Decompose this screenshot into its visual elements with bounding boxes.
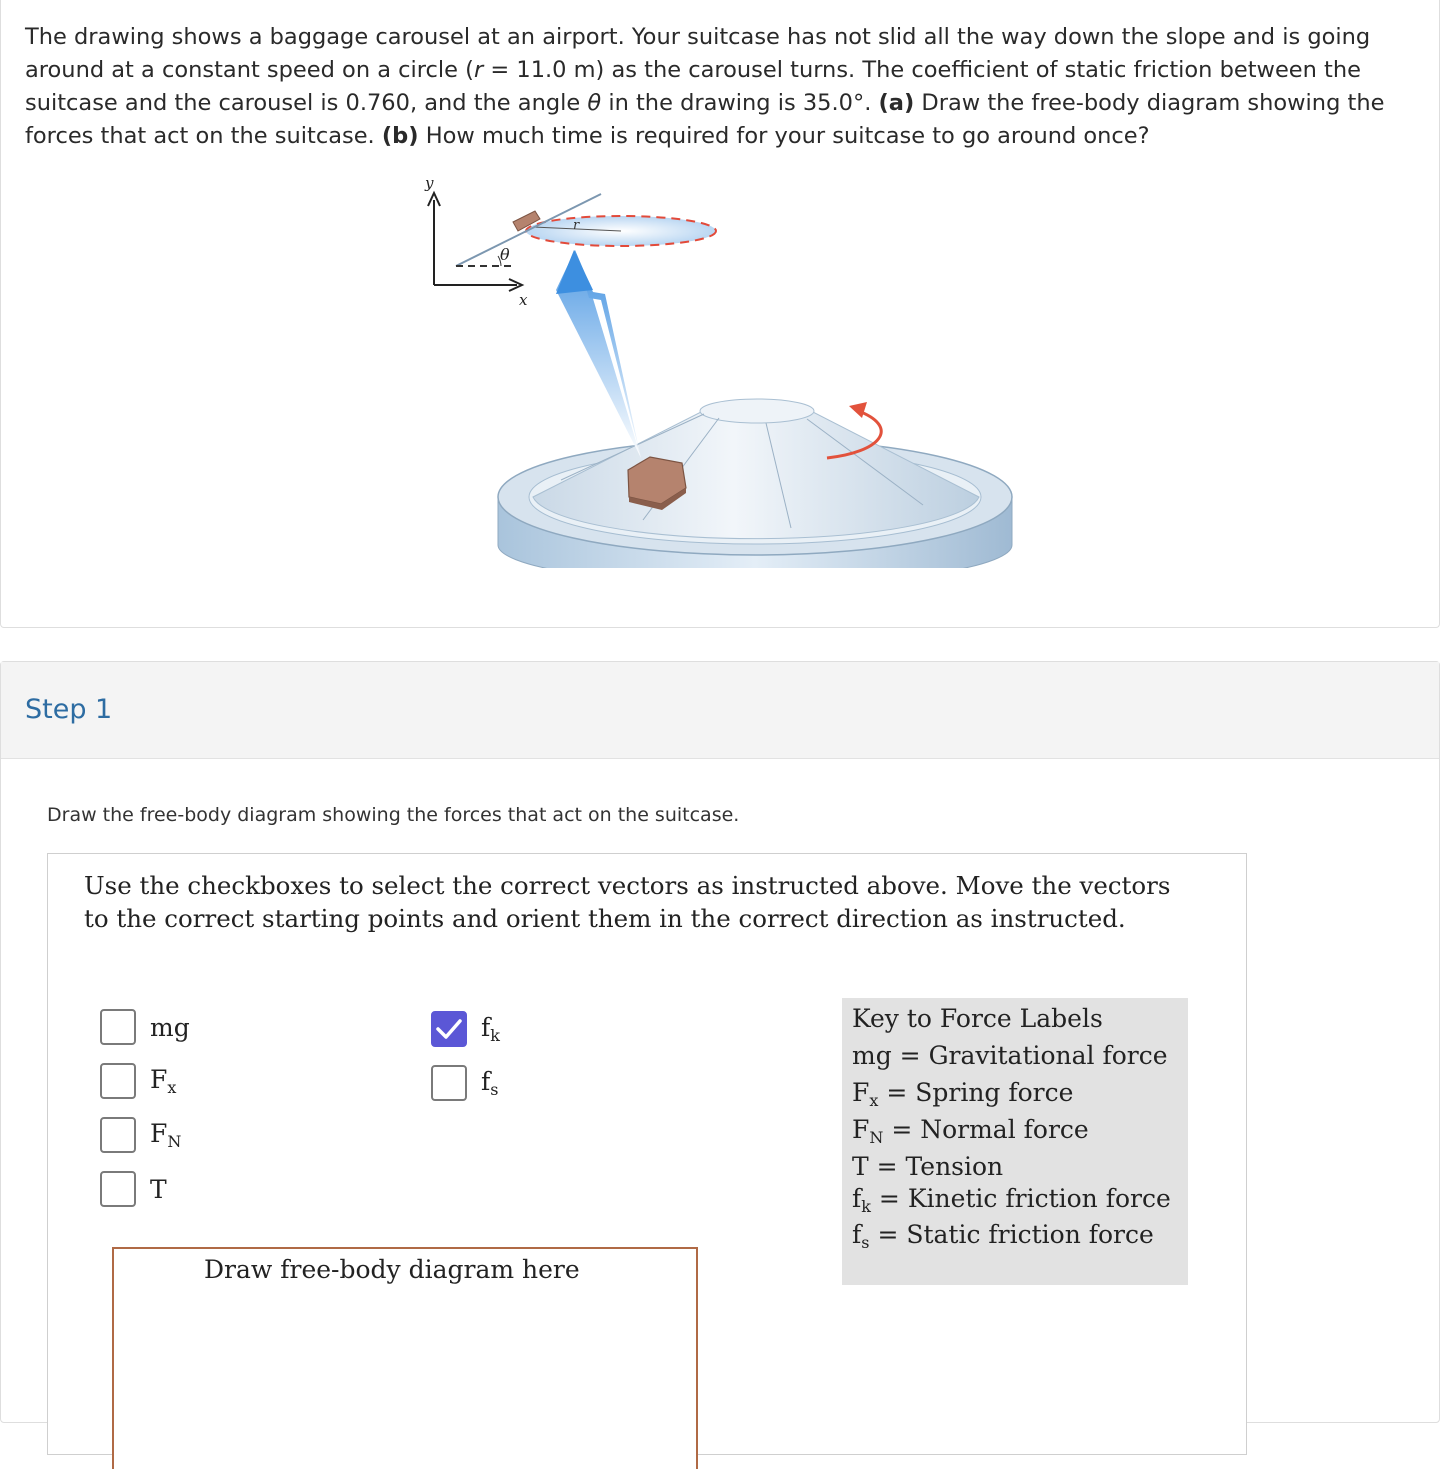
vector-option-fn[interactable]	[100, 1117, 181, 1153]
x-axis-label: x	[519, 291, 528, 309]
checkbox-fk[interactable]	[431, 1011, 467, 1047]
step-header	[1, 662, 1439, 759]
step-instruction: Draw the free-body diagram showing the forces that act on the suitcase.	[47, 804, 740, 826]
step-title: Step 1	[25, 694, 113, 725]
checkbox-label: $F_N$	[150, 1119, 182, 1151]
key-entry: $f_k$ = Kinetic friction force	[852, 1184, 1171, 1216]
checkbox-label: T	[150, 1174, 167, 1204]
rotation-circle	[526, 216, 716, 246]
key-entry: T = Tension	[852, 1152, 1004, 1181]
checkbox-label: $F_x$	[150, 1065, 177, 1097]
fbd-widget	[47, 853, 1247, 1455]
vector-option-fk[interactable]	[431, 1011, 500, 1047]
vector-option-fx[interactable]	[100, 1063, 176, 1099]
fbd-drawing-area[interactable]	[112, 1247, 698, 1469]
checkbox-fn[interactable]	[100, 1117, 136, 1153]
angle-label: θ	[500, 245, 510, 264]
vector-option-t[interactable]	[100, 1171, 167, 1207]
force-key	[842, 998, 1188, 1285]
checkbox-label: mg	[150, 1012, 190, 1042]
zoom-arrow-icon	[556, 250, 641, 458]
key-title: Key to Force Labels	[852, 1004, 1103, 1033]
widget-instruction: Use the checkboxes to select the correct vectors as instructed above. Move the vectors to the correct starting points and orient them in the correct direction as instructed.	[84, 871, 1171, 933]
problem-statement: The drawing shows a baggage carousel at an airport. Your suitcase has not slid all the way down the slope and is going around at a constant speed on a circle (r = 11.0 m) as the carousel turns. The coefficient of static friction between the suitcase and the carousel is 0.760, and the angle θ in the drawing is 35.0°. (a) Draw the free-body diagram showing the forces that act on the suitcase. (b) How much time is required for your suitcase to go around once?	[25, 24, 1385, 149]
key-entry: $F_x$ = Spring force	[852, 1078, 1074, 1110]
carousel-base	[498, 399, 1012, 568]
problem-card	[0, 0, 1440, 628]
step-card	[0, 661, 1440, 1423]
checkbox-mg[interactable]	[100, 1009, 136, 1045]
checkbox-fx[interactable]	[100, 1063, 136, 1099]
key-entry: $F_N$ = Normal force	[852, 1115, 1089, 1147]
vector-option-fs[interactable]	[431, 1065, 498, 1101]
checkbox-label: $f_k$	[481, 1013, 500, 1045]
carousel-figure	[401, 168, 1041, 568]
key-entry: $f_s$ = Static friction force	[852, 1220, 1154, 1252]
key-entry: mg = Gravitational force	[852, 1041, 1168, 1070]
checkmark-icon	[435, 1017, 463, 1041]
y-axis-label: y	[425, 174, 434, 192]
checkbox-fs[interactable]	[431, 1065, 467, 1101]
vector-option-mg[interactable]	[100, 1009, 190, 1045]
radius-label: r	[573, 218, 580, 233]
axes	[428, 193, 522, 291]
checkbox-t[interactable]	[100, 1171, 136, 1207]
drawing-area-label: Draw free-body diagram here	[204, 1255, 580, 1284]
checkbox-label: $f_s$	[481, 1067, 499, 1099]
